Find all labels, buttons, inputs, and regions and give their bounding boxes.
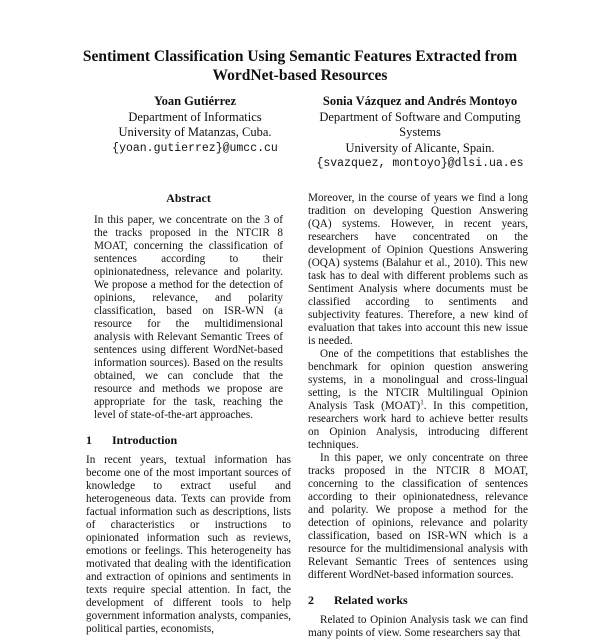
paragraph: Moreover, in the course of years we find a long tradition on developing Question Answering (QA) systems. However, in recent years, researchers have concentrated on the development of Opinion Questions Answering (OQA) systems (Balahur et al., 2010). This new task has to deal with different problems such as Sentiment Analysis where documents must be classified according to sentiments and subjectivity features. Therefore, a new kind of evaluation that takes into account this new issue is needed. <box>308 192 528 347</box>
author-name: Yoan Gutiérrez <box>153 94 237 108</box>
author-affiliation: Department of Informatics <box>128 109 262 124</box>
footnote-marker: 1 <box>420 398 424 407</box>
section-number: 1 <box>86 433 92 447</box>
author-block-1 <box>80 94 310 156</box>
author-email: {yoan.gutierrez}@umcc.cu <box>112 141 278 155</box>
abstract-heading: Abstract <box>166 191 211 205</box>
author-affiliation: Department of Software and Computing Systems <box>319 109 521 139</box>
abstract-text: In this paper, we concentrate on the 3 of the tracks proposed in the NTCIR 8 MOAT, concerning the classification of sentences according to their opinionatedness, relevance and polarity. We propose a method for the detection of opinions, relevance, and polarity classification, based on ISR-WN (a resource for the multidimensional analysis with Relevant Semantic Trees of sentences using different WordNet-based information sources). Based on the results obtained, we can conclude that the resource and methods we propose are appropriate for the task, reaching the level of state-of-the-art approaches. <box>94 214 283 421</box>
paragraph <box>308 348 528 452</box>
paragraph: Related to Opinion Analysis task we can find many points of view. Some researchers say that <box>308 614 528 639</box>
section-title: Introduction <box>112 433 178 447</box>
paragraph-text: One of the competitions that establishes the benchmark for opinion question answering systems, in a monolingual and cross-lingual setting, is the NTCIR Multilingual Opinion Analysis Task (MOAT) <box>308 348 528 412</box>
author-email: {svazquez, montoyo}@dlsi.ua.es <box>316 157 524 170</box>
left-column <box>86 192 291 636</box>
section-heading-introduction <box>86 434 291 447</box>
section-number: 2 <box>308 593 314 607</box>
author-name: Sonia Vázquez and Andrés Montoyo <box>322 94 518 108</box>
paragraph-text: . In this competition, researchers work hard to achieve better results on Opinion Analysis, introducing different techniques. <box>308 400 528 451</box>
paragraph: In recent years, textual information has become one of the most important sources of knowledge to extract useful and heterogeneous data. Texts can provide from factual information such as descriptions, lists of characteristics or instructions to opinionated information such as reviews, emotions or feelings. This heterogeneity has motivated that dealing with the identification and extraction of opinions and sentiments in texts require special attention. In fact, the development of different tools to help government information analysts, companies, political parties, economists, <box>86 454 291 635</box>
section-title: Related works <box>334 593 408 607</box>
paragraph: In this paper, we only concentrate on three tracks proposed in the NTCIR 8 MOAT, concerning to the classification of sentences according to their opinionatedness, relevance and polarity. We propose a method for the detection of opinions, relevance and polarity classification, based on ISR-WN which is a resource for the multidimensional analysis with Relevant Semantic Trees of sentences using different WordNet-based information sources. <box>308 452 528 581</box>
section-heading-related-works <box>308 594 528 607</box>
author-institution: University of Matanzas, Cuba. <box>118 125 272 139</box>
right-column <box>308 192 528 640</box>
author-block-2 <box>300 94 540 172</box>
paper-title: Sentiment Classification Using Semantic Features Extracted from WordNet-based Resources <box>82 48 518 84</box>
author-institution: University of Alicante, Spain. <box>345 140 495 155</box>
